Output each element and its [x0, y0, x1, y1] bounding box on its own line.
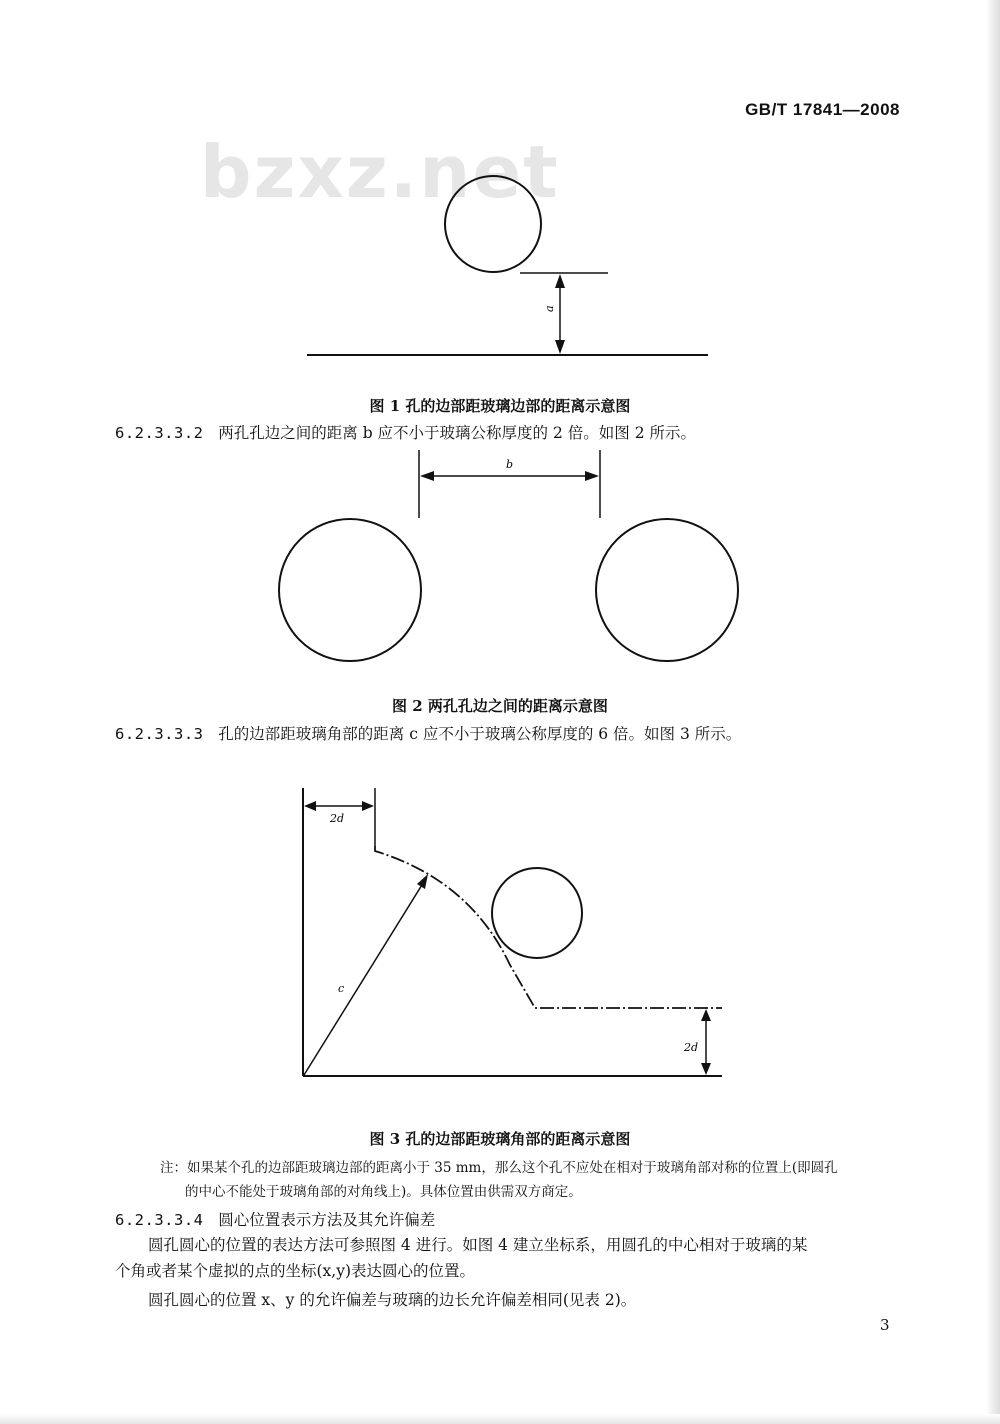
figure-1 — [0, 0, 1000, 400]
figure-2 — [0, 440, 1000, 690]
page-number: 3 — [880, 1316, 890, 1334]
standard-code: GB/T 17841—2008 — [745, 100, 900, 119]
page-bottom-shadow — [0, 1414, 1000, 1424]
fig1-arrow-top — [555, 274, 565, 288]
clause-text: 孔的边部距玻璃角部的距离 c 应不小于玻璃公称厚度的 6 倍。如图 3 所示。 — [218, 725, 742, 743]
fig1-hole — [445, 176, 541, 272]
fig3-top-arrow-left — [304, 801, 316, 811]
clause-title: 圆心位置表示方法及其允许偏差 — [218, 1211, 436, 1229]
fig2-arrow-right — [585, 471, 599, 481]
figure-2-caption: 图 2 两孔孔边之间的距离示意图 — [392, 697, 608, 715]
note-line-2: 的中心不能处于玻璃角部的对角线上)。具体位置由供需双方商定。 — [185, 1183, 582, 1200]
fig1-dim-label: a — [543, 305, 556, 312]
paragraph-1-line-1: 圆孔圆心的位置的表达方法可参照图 4 进行。如图 4 建立坐标系，用圆孔的中心相对于玻璃的某 — [148, 1236, 808, 1254]
fig1-arrow-bottom — [555, 340, 565, 354]
note — [160, 1157, 838, 1204]
fig3-hole — [492, 868, 582, 958]
paragraph-1-line-2: 个角或者某个虚拟的点的坐标(x,y)表达圆心的位置。 — [115, 1262, 476, 1280]
paragraph-2: 圆孔圆心的位置 x、y 的允许偏差与玻璃的边长允许偏差相同(见表 2)。 — [148, 1291, 637, 1309]
figure-1-caption: 图 1 孔的边部距玻璃边部的距离示意图 — [369, 397, 631, 415]
fig3-radius-arrow — [417, 874, 428, 889]
clause-text: 两孔孔边之间的距离 b 应不小于玻璃公称厚度的 2 倍。如图 2 所示。 — [218, 424, 696, 442]
fig3-radius-line — [304, 880, 425, 1075]
clause-number: 6.2.3.3.2 — [115, 424, 204, 442]
figure-3 — [0, 770, 1000, 1100]
clause-number: 6.2.3.3.4 — [115, 1211, 204, 1229]
clause-6-2-3-3-3 — [115, 723, 741, 746]
fig3-top-dim-label: 2d — [330, 812, 345, 825]
fig3-top-arrow-right — [362, 801, 374, 811]
fig2-dim-label: b — [506, 458, 514, 471]
figure-3-caption: 图 3 孔的边部距玻璃角部的距离示意图 — [369, 1130, 631, 1148]
fig3-side-dim-label: 2d — [684, 1041, 699, 1054]
note-line-1: 注：如果某个孔的边部距玻璃边部的距离小于 35 mm，那么这个孔不应处在相对于玻璃角部对称的位置上(即圆孔 — [160, 1160, 838, 1176]
fig3-side-arrow-bottom — [701, 1063, 711, 1075]
fig2-arrow-left — [420, 471, 434, 481]
fig2-hole-right — [596, 519, 738, 661]
fig3-radius-label: c — [338, 982, 345, 995]
clause-number: 6.2.3.3.3 — [115, 725, 204, 743]
clause-6-2-3-3-4 — [115, 1209, 435, 1232]
fig3-side-arrow-top — [701, 1009, 711, 1021]
fig2-hole-left — [279, 519, 421, 661]
watermark: bzxz.net — [200, 130, 560, 214]
